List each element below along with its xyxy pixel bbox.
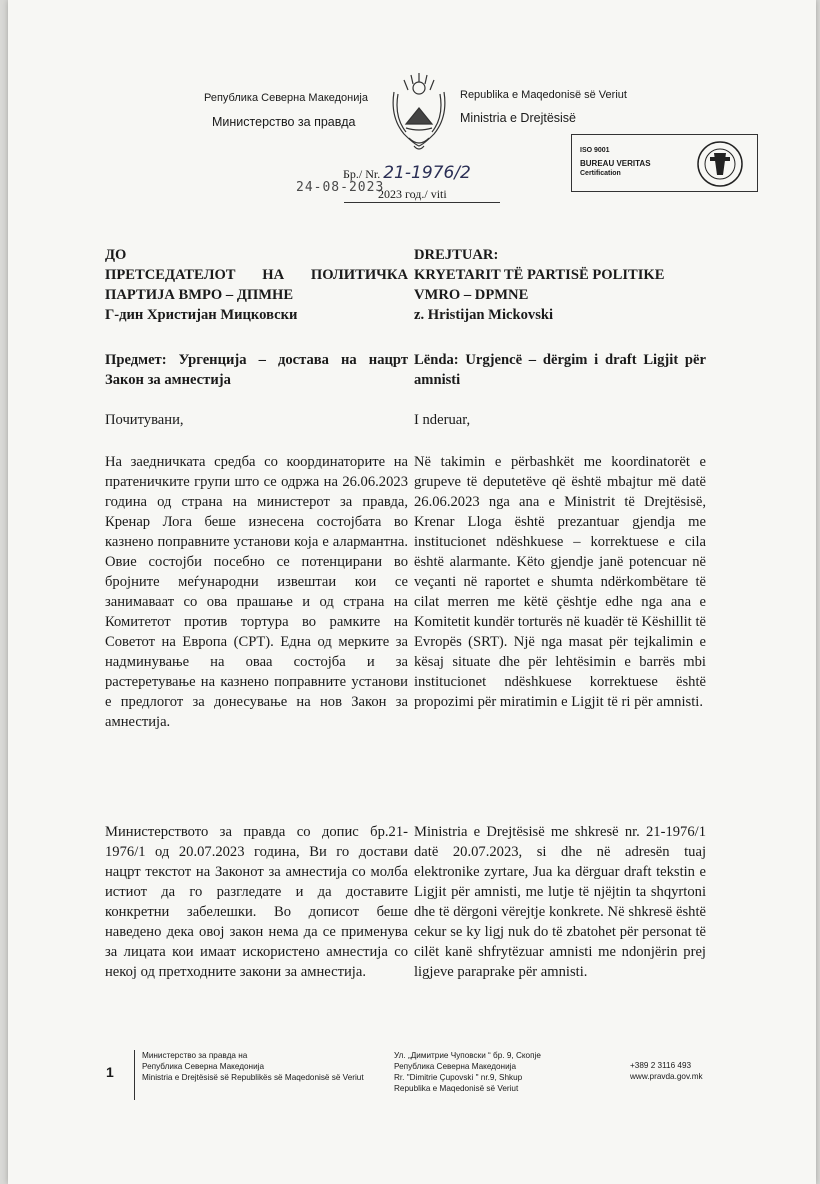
- recipient-sq-line2: VMRO – DPMNE: [414, 287, 529, 303]
- footer-organization: [142, 1050, 364, 1083]
- recipient-sq-to: DREJTUAR:: [414, 247, 499, 263]
- footer-addr-line4: Republika e Maqedonisë së Veriut: [394, 1084, 519, 1093]
- cert-company: BUREAU VERITAS: [580, 159, 651, 168]
- registry-handwritten-number: 21-1976/2: [383, 163, 471, 183]
- body-sq-paragraph-1: [414, 452, 706, 712]
- header-ministry-sq: Ministria e Drejtësisë: [460, 111, 577, 125]
- footer-addr-line2: Република Северна Македонија: [394, 1062, 517, 1071]
- header-country-sq: Republika e Maqedonisë së Veriut: [460, 89, 627, 101]
- salutation-mk: Почитувани,: [105, 412, 184, 428]
- body-sq-p1-text: Në takimin e përbashkët me koordinatorët e grupeve të deputetëve që është mbajtur më datë 26.06.2023 nga ana e Ministrit të Drejtësisë, Krenar Lloga është prezantuar gjendja me institucionet ndëshkuese – korrektuese e cila është alarmante. Këto gjendje janë potencuar në veçanti në raportet e shumta ndërkombëtare të cilat merren me këtë çështje edhe nga ana e Komitetit kundër torturës në kuadër të Këshillit të Evropës (SRT). Një nga masat për tejkalimin e kësaj situate dhe për lehtësimin e barrës mbi institucionet ndëshkuese korrektuese është propozimi për miratimin e Ligjit të ri për amnisti.: [414, 454, 706, 710]
- body-mk-paragraph-1: [105, 452, 408, 732]
- document-page: [8, 0, 816, 1184]
- cert-standard: ISO 9001: [580, 147, 610, 154]
- salutation-sq: I nderuar,: [414, 412, 471, 428]
- subject-sq: [414, 350, 706, 390]
- recipient-sq-line3: z. Hristijan Mickovski: [414, 307, 554, 323]
- footer-org-line1: Министерство за правда на: [142, 1051, 248, 1060]
- footer-phone: +389 2 3116 493: [630, 1061, 692, 1070]
- footer-divider: [134, 1050, 135, 1100]
- footer-addr-line1: Ул. „Димитрие Чуповски “ бр. 9, Скопје: [394, 1051, 541, 1060]
- footer-contact: [630, 1060, 703, 1082]
- recipient-sq: [414, 245, 706, 325]
- subject-mk-text: Предмет: Ургенција – достава на нацрт Закон за амнестија: [105, 352, 408, 388]
- footer-org-line3: Ministria e Drejtësisë së Republikës së Maqedonisë së Veriut: [142, 1073, 364, 1082]
- recipient-mk-line3: Г-дин Христијан Мицковски: [105, 307, 298, 323]
- recipient-mk-line1: ПРЕТСЕДАТЕЛОТ НА ПОЛИТИЧКА: [105, 267, 408, 283]
- subject-mk: [105, 350, 408, 390]
- bureau-veritas-seal-icon: [690, 139, 750, 189]
- cert-label: Certification: [580, 170, 621, 177]
- footer-org-line2: Република Северна Македонија: [142, 1062, 265, 1071]
- recipient-sq-line1: KRYETARIT TË PARTISË POLITIKE: [414, 267, 665, 283]
- registry-stamp-date: 24-08-2023: [296, 180, 385, 195]
- state-emblem-icon: [384, 72, 454, 154]
- recipient-mk: [105, 245, 408, 325]
- header-ministry-mk: Министерство за правда: [212, 115, 356, 129]
- certification-box: [571, 134, 758, 192]
- body-sq-paragraph-2: [414, 822, 706, 982]
- body-mk-paragraph-2: [105, 822, 408, 982]
- footer-addr-line3: Rr. "Dimitrie Çupovski " nr.9, Shkup: [394, 1073, 523, 1082]
- registry-prefix: Бр./ Nr.: [343, 167, 381, 181]
- registry-year: 2023 год./ viti: [378, 187, 447, 201]
- recipient-mk-to: ДО: [105, 247, 127, 263]
- body-mk-p2-text: Министерството за правда со допис бр.21-1976/1 од 20.07.2023 година, Ви го достави нацрт текстот на Законот за амнестија со молба истиот да го разгледате и да доставите конкретни забелешки. Во дописот беше наведено дека овој закон нема да се применува за лицата кои имаат искористено амнестија со некој од претходните закони за амнестија.: [105, 824, 408, 980]
- page-number: 1: [106, 1064, 114, 1080]
- body-sq-p2-text: Ministria e Drejtësisë me shkresë nr. 21-1976/1 datë 20.07.2023, si dhe në adresën tuaj elektronike zyrtare, Jua ka dërguar draft tekstin e Ligjit për amnisti, me lutje të njëjtin ta shqyrtoni dhe të dërgoni vërejtje konkrete. Në shkresë është cekur se ky ligj nuk do të zbatohet për personat të cilët kanë shfrytëzuar amnisti me ndonjërin prej ligjeve paraprake për amnisti.: [414, 824, 706, 980]
- body-mk-p1-text: На заедничката средба со координаторите на пратеничките групи што се одржа на 26.06.2023 година од страна на министерот за правда, Кренар Лога беше изнесена состојбата во казнено поправните установи која е алармантна. Овие состојби посебно се потенцирани во бројните меѓународни извештаи кои се занимаваат со ова прашање и од страна на Комитетот против тортура во рамките на Советот на Европа (CPT). Една од мерките за надминување на оваа состојба и за растеретување на казнено поправните установи е предлогот за донесување на нов Закон за амнестија.: [105, 454, 408, 730]
- header-country-mk: Република Северна Македонија: [204, 92, 368, 104]
- footer-website-link[interactable]: www.pravda.gov.mk: [630, 1072, 703, 1081]
- subject-sq-text: Lënda: Urgjencë – dërgim i draft Ligjit për amnisti: [414, 352, 706, 388]
- recipient-mk-line2: ПАРТИЈА ВМРО – ДПМНЕ: [105, 287, 294, 303]
- footer-address: [394, 1050, 541, 1094]
- registry-underline: [344, 202, 500, 203]
